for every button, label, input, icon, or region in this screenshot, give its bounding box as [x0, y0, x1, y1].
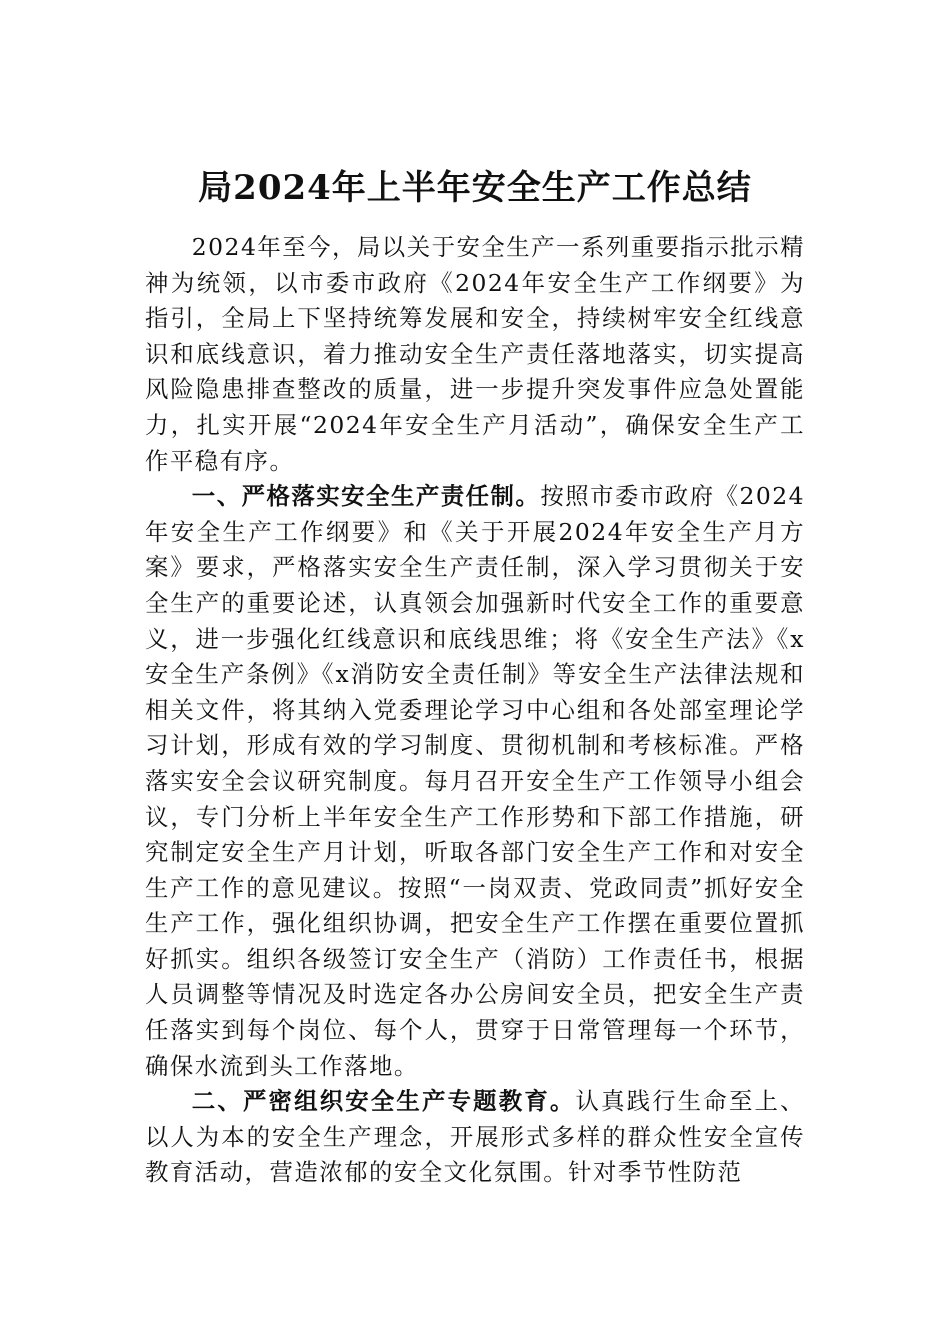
section-2-paragraph: [145, 1084, 805, 1191]
document-body: [145, 230, 805, 1191]
intro-paragraph: 2024年至今，局以关于安全生产一系列重要指示批示精神为统领，以市委市政府《2024年安全生产工作纲要》为指引，全局上下坚持统筹发展和安全，持续树牢安全红线意识和底线意识，着力推动安全生产责任落地落实，切实提高风险隐患排查整改的质量，进一步提升突发事件应急处置能力，扎实开展“2024年安全生产月活动”，确保安全生产工作平稳有序。: [145, 233, 805, 475]
section-1-paragraph: [145, 479, 805, 1084]
section-2-heading: 二、严密组织安全生产专题教育。: [191, 1087, 576, 1116]
document-title: 局2024年上半年安全生产工作总结: [198, 168, 752, 208]
section-2-text: 认真践行生命至上、以人为本的安全生产理念，开展形式多样的群众性安全宣传教育活动，营造浓郁的安全文化氛围。针对季节性防范: [145, 1087, 806, 1187]
section-1-text: 按照市委市政府《2024年安全生产工作纲要》和《关于开展2024年安全生产月方案》要求，严格落实安全生产责任制，深入学习贯彻关于安全生产的重要论述，认真领会加强新时代安全工作的重要意义，进一步强化红线意识和底线思维；将《安全生产法》《x安全生产条例》《x消防安全责任制》等安全生产法律法规和相关文件，将其纳入党委理论学习中心组和各处部室理论学习计划，形成有效的学习制度、贯彻机制和考核标准。严格落实安全会议研究制度。每月召开安全生产工作领导小组会议，专门分析上半年安全生产工作形势和下部工作措施，研究制定安全生产月计划，听取各部门安全生产工作和对安全生产工作的意见建议。按照“一岗双责、党政同责”抓好安全生产工作，强化组织协调，把安全生产工作摆在重要位置抓好抓实。组织各级签订安全生产（消防）工作责任书，根据人员调整等情况及时选定各办公房间安全员，把安全生产责任落实到每个岗位、每个人，贯穿于日常管理每一个环节，确保水流到头工作落地。: [145, 482, 806, 1080]
section-1-heading: 一、严格落实安全生产责任制。: [191, 482, 541, 511]
